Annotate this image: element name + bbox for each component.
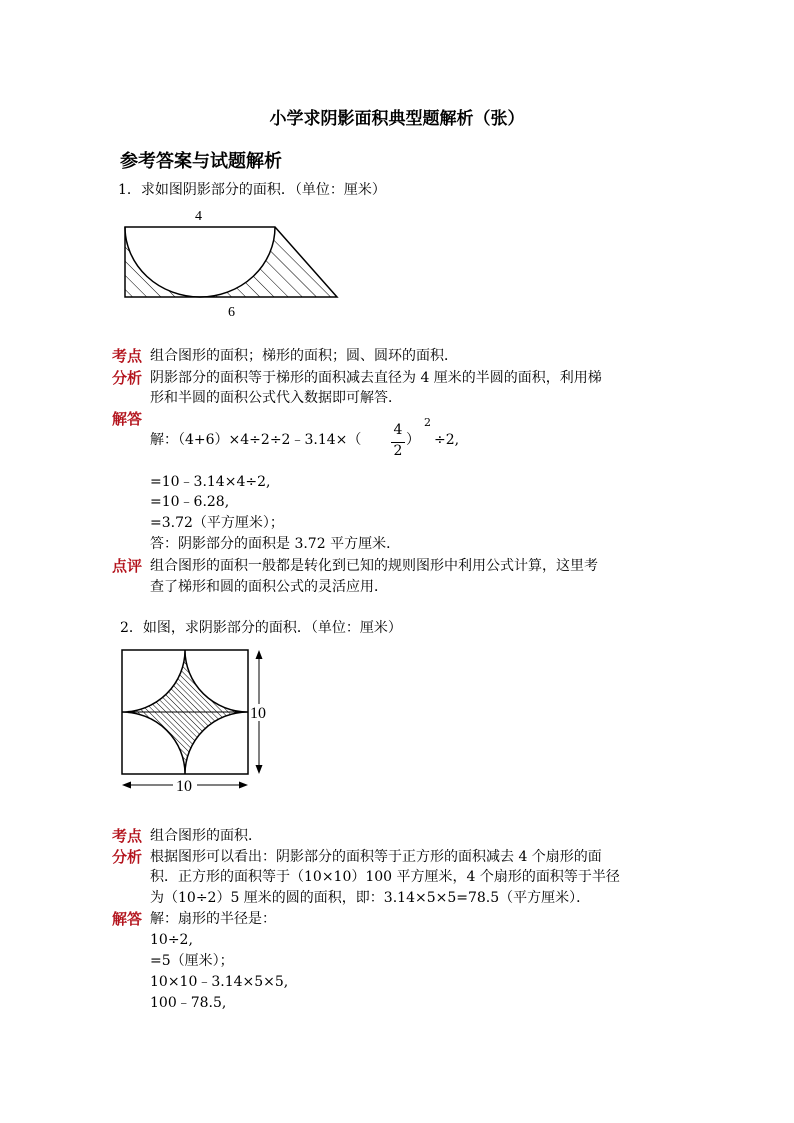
q1-dianping-line: 查了梯形和圆的面积公式的灵活应用． <box>150 579 388 595</box>
q2-figure <box>110 645 280 800</box>
q1-fraction-denominator: 2 <box>393 443 403 459</box>
q2-side-label: 10 <box>250 705 266 722</box>
q2-bottom-label: 10 <box>176 778 192 795</box>
q1-kaodian-text: 组合图形的面积；梯形的面积；圆、圆环的面积． <box>150 348 458 364</box>
q2-jieda-line: =5（厘米）； <box>150 953 234 969</box>
label-kaodian: 考点 <box>112 347 143 365</box>
q1-fenxi-line: 阴影部分的面积等于梯形的面积减去直径为 4 厘米的半圆的面积，利用梯 <box>150 370 602 386</box>
q1-solution-part-a: 解：（4+6）×4÷2÷2﹣3.14×（ <box>150 432 362 448</box>
q2-arrow-down-icon <box>256 765 263 774</box>
section-heading: 参考答案与试题解析 <box>120 151 282 172</box>
q1-exponent: 2 <box>424 416 431 429</box>
document-title: 小学求阴影面积典型题解析（张） <box>269 109 525 129</box>
q2-kaodian-text: 组合图形的面积． <box>150 828 262 844</box>
question-1-text: 1．求如图阴影部分的面积．（单位：厘米） <box>118 182 386 198</box>
q1-fenxi-line: 形和半圆的面积公式代入数据即可解答． <box>150 390 402 406</box>
question-2-text: 2．如图，求阴影部分的面积．（单位：厘米） <box>120 620 402 636</box>
q2-arrow-right-icon <box>239 782 248 789</box>
q2-jieda-line: 10×10﹣3.14×5×5, <box>150 974 289 990</box>
q2-jieda-line: 10÷2, <box>150 932 193 948</box>
q2-fenxi-line: 为（10÷2）5 厘米的圆的面积，即：3.14×5×5=78.5（平方厘米）． <box>150 890 591 906</box>
q1-fraction-numerator: 4 <box>393 422 403 438</box>
q1-step: =10﹣3.14×4÷2, <box>150 474 271 490</box>
q1-top-label: 4 <box>195 209 202 224</box>
label-jieda: 解答 <box>112 910 143 928</box>
q1-bottom-label: 6 <box>228 305 235 320</box>
label-kaodian: 考点 <box>112 827 143 845</box>
q2-fenxi-line: 根据图形可以看出：阴影部分的面积等于正方形的面积减去 4 个扇形的面 <box>150 849 602 865</box>
q1-step: =10﹣6.28, <box>150 494 230 510</box>
q2-jieda-line: 100﹣78.5, <box>150 995 227 1011</box>
q1-dianping-line: 组合图形的面积一般都是转化到已知的规则图形中利用公式计算，这里考 <box>150 558 598 574</box>
q1-solution-part-c: ÷2, <box>434 432 460 448</box>
label-jieda: 解答 <box>112 410 143 428</box>
label-fenxi: 分析 <box>112 848 143 866</box>
label-dianping: 点评 <box>112 557 143 575</box>
q1-solution-part-b: ） <box>406 432 420 448</box>
q2-arrow-up-icon <box>256 650 263 659</box>
q2-jieda-line: 解：扇形的半径是： <box>150 911 276 927</box>
q1-figure <box>110 204 350 324</box>
q2-arrow-left-icon <box>122 782 131 789</box>
q1-step: =3.72（平方厘米）； <box>150 515 284 531</box>
q1-answer: 答：阴影部分的面积是 3.72 平方厘米． <box>150 536 401 552</box>
label-fenxi: 分析 <box>112 369 143 387</box>
q2-fenxi-line: 积．正方形的面积等于（10×10）100 平方厘米，4 个扇形的面积等于半径 <box>150 869 620 885</box>
